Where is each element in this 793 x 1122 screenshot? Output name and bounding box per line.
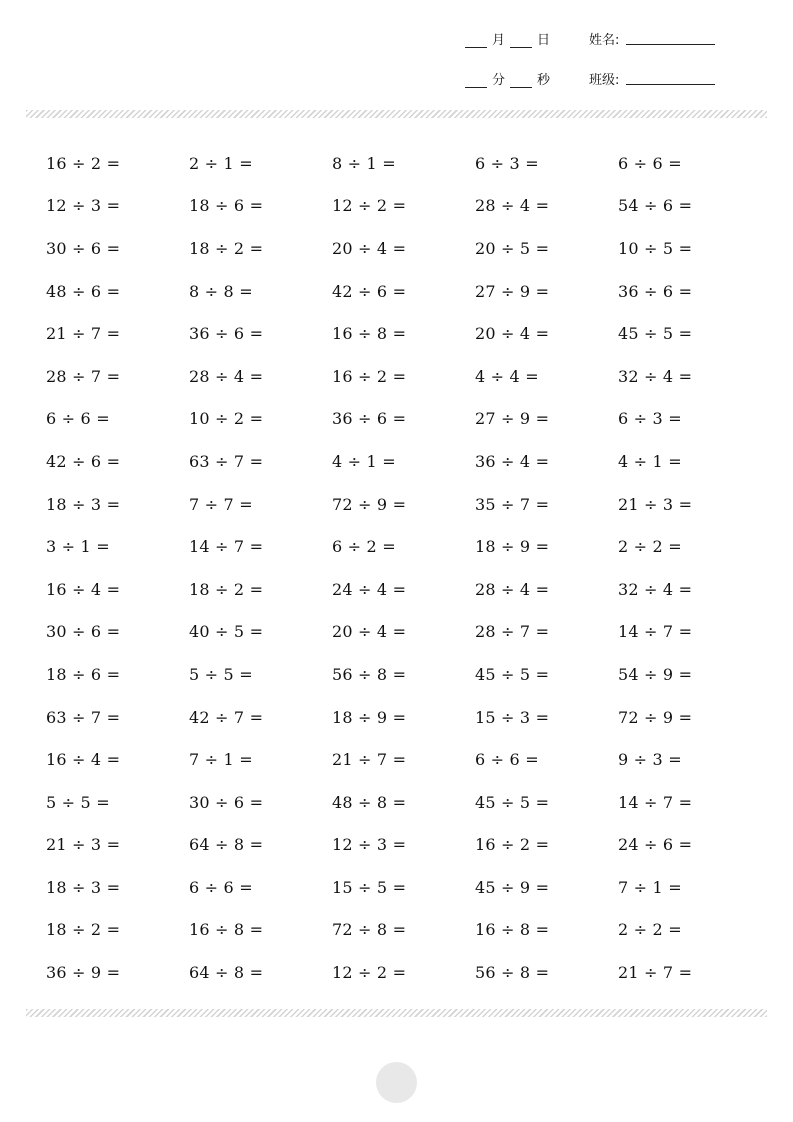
top-divider (26, 110, 767, 118)
month-blank[interactable] (465, 33, 487, 48)
seconds-blank[interactable] (510, 73, 532, 88)
division-problem: 42 ÷ 6 = (332, 281, 407, 301)
division-problem: 21 ÷ 7 = (332, 750, 407, 770)
problem-grid (46, 142, 761, 994)
division-problem: 32 ÷ 4 = (618, 366, 693, 386)
division-problem: 27 ÷ 9 = (475, 281, 550, 301)
division-problem: 21 ÷ 3 = (46, 835, 121, 855)
division-problem: 18 ÷ 3 = (46, 494, 121, 514)
division-problem: 12 ÷ 2 = (332, 963, 407, 983)
division-problem: 63 ÷ 7 = (189, 451, 264, 471)
division-problem: 5 ÷ 5 = (46, 792, 110, 812)
problem-row (46, 312, 761, 355)
division-problem: 6 ÷ 2 = (332, 537, 396, 557)
division-problem: 42 ÷ 6 = (46, 451, 121, 471)
division-problem: 30 ÷ 6 = (189, 792, 264, 812)
division-problem: 14 ÷ 7 = (618, 622, 693, 642)
division-problem: 24 ÷ 4 = (332, 579, 407, 599)
division-problem: 4 ÷ 1 = (618, 451, 682, 471)
problem-row (46, 611, 761, 654)
worksheet-header (0, 0, 793, 110)
division-problem: 16 ÷ 2 = (475, 835, 550, 855)
division-problem: 14 ÷ 7 = (189, 537, 264, 557)
division-problem: 12 ÷ 3 = (332, 835, 407, 855)
division-problem: 20 ÷ 4 = (475, 324, 550, 344)
division-problem: 45 ÷ 9 = (475, 877, 550, 897)
division-problem: 20 ÷ 4 = (332, 622, 407, 642)
division-problem: 16 ÷ 4 = (46, 750, 121, 770)
division-problem: 32 ÷ 4 = (618, 579, 693, 599)
division-problem: 30 ÷ 6 = (46, 238, 121, 258)
problem-row (46, 653, 761, 696)
division-problem: 7 ÷ 7 = (189, 494, 253, 514)
problem-row (46, 568, 761, 611)
division-problem: 6 ÷ 6 = (475, 750, 539, 770)
division-problem: 18 ÷ 9 = (475, 537, 550, 557)
division-problem: 10 ÷ 5 = (618, 238, 693, 258)
time-row (465, 71, 620, 91)
division-problem: 20 ÷ 5 = (475, 238, 550, 258)
name-label: 姓名: (589, 33, 620, 48)
division-problem: 64 ÷ 8 = (189, 963, 264, 983)
problem-row (46, 483, 761, 526)
division-problem: 2 ÷ 2 = (618, 920, 682, 940)
problem-row (46, 951, 761, 994)
division-problem: 56 ÷ 8 = (475, 963, 550, 983)
problem-row (46, 781, 761, 824)
division-problem: 18 ÷ 3 = (46, 877, 121, 897)
division-problem: 6 ÷ 3 = (618, 409, 682, 429)
division-problem: 16 ÷ 8 = (189, 920, 264, 940)
division-problem: 72 ÷ 9 = (332, 494, 407, 514)
problem-row (46, 142, 761, 185)
division-problem: 36 ÷ 6 = (618, 281, 693, 301)
problem-row (46, 398, 761, 441)
division-problem: 36 ÷ 4 = (475, 451, 550, 471)
division-problem: 28 ÷ 4 = (475, 579, 550, 599)
division-problem: 45 ÷ 5 = (618, 324, 693, 344)
name-field[interactable] (626, 44, 715, 45)
division-problem: 6 ÷ 6 = (189, 877, 253, 897)
division-problem: 2 ÷ 2 = (618, 537, 682, 557)
division-problem: 36 ÷ 6 = (189, 324, 264, 344)
problem-row (46, 227, 761, 270)
division-problem: 21 ÷ 7 = (46, 324, 121, 344)
day-label: 日 (537, 33, 551, 48)
class-label: 班级: (589, 73, 620, 88)
division-problem: 63 ÷ 7 = (46, 707, 121, 727)
page-indicator (376, 1062, 417, 1103)
division-problem: 16 ÷ 8 = (332, 324, 407, 344)
division-problem: 10 ÷ 2 = (189, 409, 264, 429)
problem-row (46, 909, 761, 952)
bottom-divider (26, 1009, 767, 1017)
problem-row (46, 185, 761, 228)
division-problem: 6 ÷ 6 = (618, 153, 682, 173)
division-problem: 9 ÷ 3 = (618, 750, 682, 770)
division-problem: 4 ÷ 4 = (475, 366, 539, 386)
division-problem: 45 ÷ 5 = (475, 664, 550, 684)
seconds-label: 秒 (537, 73, 551, 88)
division-problem: 18 ÷ 6 = (46, 664, 121, 684)
division-problem: 28 ÷ 4 = (475, 196, 550, 216)
division-problem: 8 ÷ 8 = (189, 281, 253, 301)
month-label: 月 (492, 33, 506, 48)
division-problem: 12 ÷ 2 = (332, 196, 407, 216)
division-problem: 36 ÷ 9 = (46, 963, 121, 983)
division-problem: 18 ÷ 2 = (189, 238, 264, 258)
division-problem: 28 ÷ 4 = (189, 366, 264, 386)
division-problem: 48 ÷ 6 = (46, 281, 121, 301)
division-problem: 18 ÷ 2 = (46, 920, 121, 940)
division-problem: 15 ÷ 3 = (475, 707, 550, 727)
division-problem: 8 ÷ 1 = (332, 153, 396, 173)
division-problem: 12 ÷ 3 = (46, 196, 121, 216)
division-problem: 16 ÷ 8 = (475, 920, 550, 940)
problem-row (46, 696, 761, 739)
division-problem: 18 ÷ 6 = (189, 196, 264, 216)
division-problem: 16 ÷ 2 = (332, 366, 407, 386)
division-problem: 7 ÷ 1 = (189, 750, 253, 770)
division-problem: 45 ÷ 5 = (475, 792, 550, 812)
problem-row (46, 440, 761, 483)
division-problem: 30 ÷ 6 = (46, 622, 121, 642)
division-problem: 4 ÷ 1 = (332, 451, 396, 471)
division-problem: 54 ÷ 9 = (618, 664, 693, 684)
problem-row (46, 866, 761, 909)
problem-row (46, 824, 761, 867)
division-problem: 14 ÷ 7 = (618, 792, 693, 812)
class-field[interactable] (626, 84, 715, 85)
division-problem: 7 ÷ 1 = (618, 877, 682, 897)
minutes-blank[interactable] (465, 73, 487, 88)
problem-row (46, 270, 761, 313)
problem-row (46, 355, 761, 398)
division-problem: 48 ÷ 8 = (332, 792, 407, 812)
division-problem: 42 ÷ 7 = (189, 707, 264, 727)
division-problem: 40 ÷ 5 = (189, 622, 264, 642)
problem-row (46, 525, 761, 568)
division-problem: 2 ÷ 1 = (189, 153, 253, 173)
division-problem: 28 ÷ 7 = (475, 622, 550, 642)
division-problem: 15 ÷ 5 = (332, 877, 407, 897)
problem-row (46, 738, 761, 781)
division-problem: 54 ÷ 6 = (618, 196, 693, 216)
day-blank[interactable] (510, 33, 532, 48)
division-problem: 20 ÷ 4 = (332, 238, 407, 258)
division-problem: 6 ÷ 6 = (46, 409, 110, 429)
division-problem: 24 ÷ 6 = (618, 835, 693, 855)
minutes-label: 分 (492, 73, 506, 88)
division-problem: 5 ÷ 5 = (189, 664, 253, 684)
division-problem: 72 ÷ 8 = (332, 920, 407, 940)
division-problem: 35 ÷ 7 = (475, 494, 550, 514)
division-problem: 16 ÷ 4 = (46, 579, 121, 599)
division-problem: 64 ÷ 8 = (189, 835, 264, 855)
division-problem: 72 ÷ 9 = (618, 707, 693, 727)
division-problem: 18 ÷ 9 = (332, 707, 407, 727)
division-problem: 56 ÷ 8 = (332, 664, 407, 684)
division-problem: 18 ÷ 2 = (189, 579, 264, 599)
division-problem: 16 ÷ 2 = (46, 153, 121, 173)
division-problem: 6 ÷ 3 = (475, 153, 539, 173)
division-problem: 28 ÷ 7 = (46, 366, 121, 386)
division-problem: 3 ÷ 1 = (46, 537, 110, 557)
division-problem: 21 ÷ 3 = (618, 494, 693, 514)
division-problem: 27 ÷ 9 = (475, 409, 550, 429)
date-row (465, 31, 620, 51)
division-problem: 21 ÷ 7 = (618, 963, 693, 983)
division-problem: 36 ÷ 6 = (332, 409, 407, 429)
